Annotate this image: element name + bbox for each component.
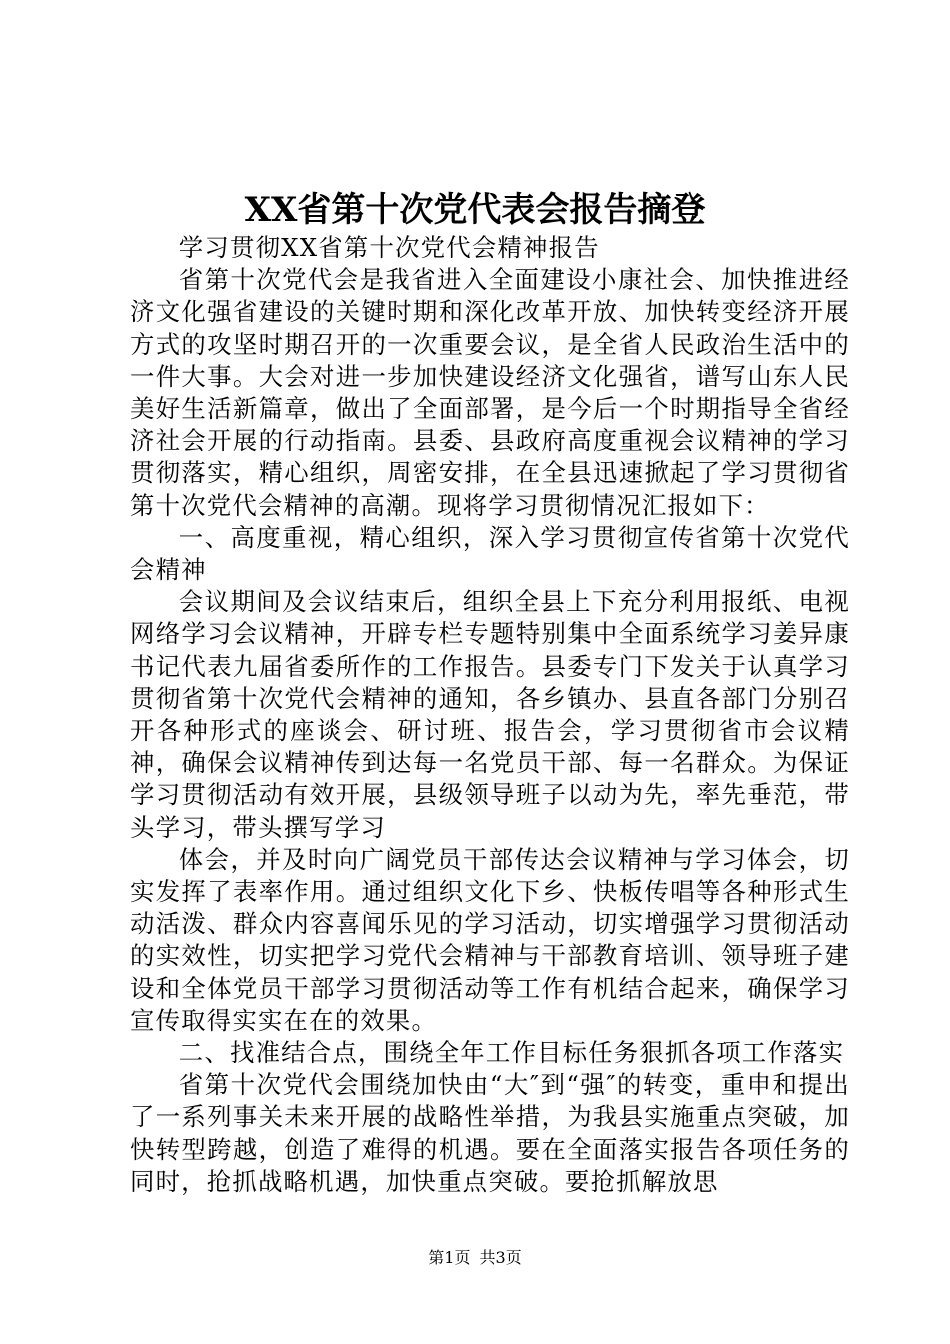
body-paragraph-strategy: 省第十次党代会围绕加快由“大″到“强″的转变，重申和提出了一系列事关未来开展的战略性举措，为我县实施重点突破，加快转型跨越，创造了难得的机遇。要在全面落实报告各项任务的同时，抢抓战略机遇，加快重点突破。要抢抓解放思 (130, 1070, 850, 1196)
document-title: XX省第十次党代表会报告摘登 (244, 190, 706, 230)
page-number: 第1页 (428, 1248, 471, 1267)
section-heading-one: 一、高度重视，精心组织，深入学习贯彻宣传省第十次党代会精神 (130, 522, 850, 585)
document-body (130, 232, 850, 1198)
body-paragraph-study: 会议期间及会议结束后，组织全县上下充分利用报纸、电视网络学习会议精神，开辟专栏专题特别集中全面系统学习姜异康书记代表九届省委所作的工作报告。县委专门下发关于认真学习贯彻省第十次党代会精神的通知，各乡镇办、县直各部门分别召开各种形式的座谈会、研讨班、报告会，学习贯彻省市会议精神，确保会议精神传到达每一名党员干部、每一名群众。为保证学习贯彻活动有效开展，县级领导班子以动为先，率先垂范，带头学习，带头撰写学习 (130, 587, 850, 842)
body-paragraph-intro: 省第十次党代会是我省进入全面建设小康社会、加快推进经济文化强省建设的关键时期和深化改革开放、加快转变经济开展方式的攻坚时期召开的一次重要会议，是全省人民政治生活中的一件大事。大会对进一步加快建设经济文化强省，谱写山东人民美好生活新篇章，做出了全面部署，是今后一个时期指导全省经济社会开展的行动指南。县委、县政府高度重视会议精神的学习贯彻落实，精心组织，周密安排，在全县迅速掀起了学习贯彻省第十次党代会精神的高潮。现将学习贯彻情况汇报如下： (130, 265, 850, 520)
page-footer (0, 1246, 950, 1270)
body-paragraph-experience: 体会，并及时向广阔党员干部传达会议精神与学习体会，切实发挥了表率作用。通过组织文化下乡、快板传唱等各种形式生动活泼、群众内容喜闻乐见的学习活动，切实增强学习贯彻活动的实效性，切实把学习党代会精神与干部教育培训、领导班子建设和全体党员干部学习贯彻活动等工作有机结合起来，确保学习宣传取得实实在在的效果。 (130, 844, 850, 1035)
body-paragraph-subtitle: 学习贯彻XX省第十次党代会精神报告 (178, 233, 600, 262)
section-heading-two: 二、找准结合点，围绕全年工作目标任务狠抓各项工作落实 (178, 1038, 845, 1068)
page-total: 共3页 (479, 1248, 522, 1267)
